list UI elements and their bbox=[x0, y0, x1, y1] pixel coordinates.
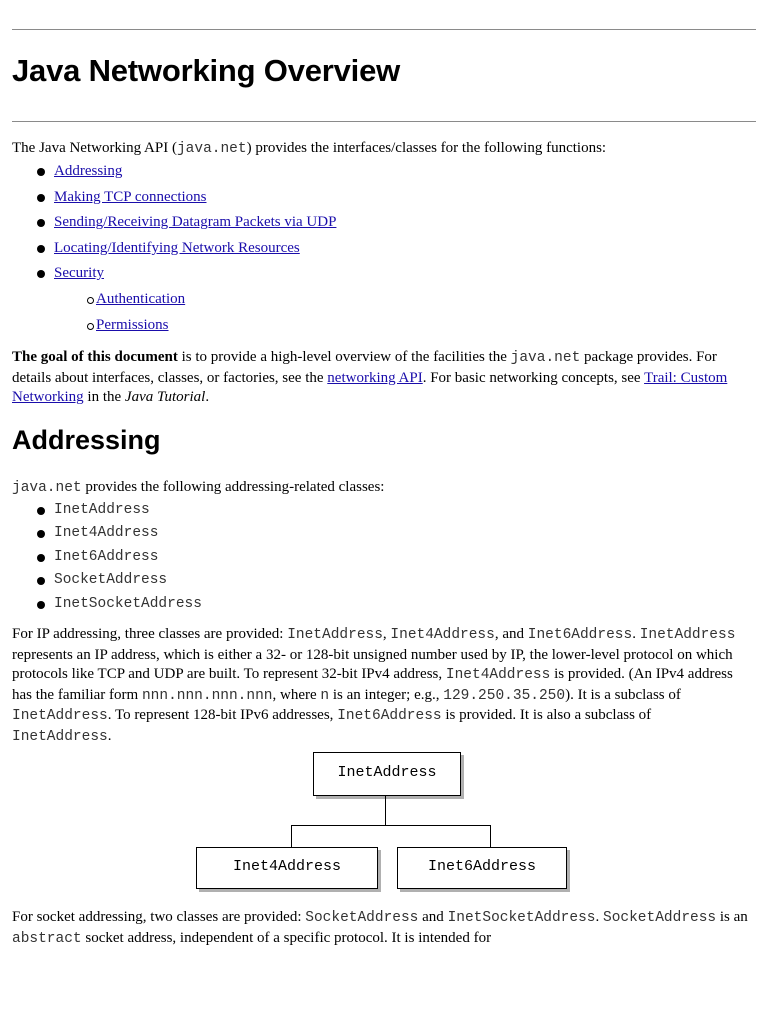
top-rule bbox=[12, 29, 756, 30]
toc-link-authentication[interactable]: Authentication bbox=[96, 290, 186, 307]
diagram-connector bbox=[490, 825, 491, 848]
toc-link-permissions[interactable]: Permissions bbox=[96, 316, 169, 333]
class-item: InetSocketAddress bbox=[12, 594, 754, 617]
diagram-connector bbox=[291, 825, 292, 848]
goal-paragraph: The goal of this document is to provide a high-level overview of the facilities the java.net package provides. For details about interfaces, classes, or factories, see the networking API. For basic networking concepts, see Trail: Custom Networking in the Java Tutorial. bbox=[12, 349, 728, 405]
diagram-box-inet6address: Inet6Address bbox=[397, 847, 567, 889]
networking-api-link[interactable]: networking API bbox=[327, 369, 423, 386]
addressing-class-list bbox=[12, 500, 754, 617]
title-rule bbox=[12, 121, 756, 122]
toc-item bbox=[12, 237, 754, 263]
toc-item bbox=[12, 160, 754, 186]
diagram-box-inet4address: Inet4Address bbox=[196, 847, 378, 889]
diagram-connector bbox=[385, 795, 386, 825]
toc-item bbox=[12, 211, 754, 237]
custom-networking-link[interactable]: Trail: Custom Networking bbox=[12, 369, 728, 405]
toc-subitem bbox=[12, 314, 754, 340]
toc-subitem bbox=[12, 288, 754, 314]
toc-link-security[interactable]: Security bbox=[54, 265, 104, 282]
class-item: SocketAddress bbox=[12, 570, 754, 593]
page-title: Java Networking Overview bbox=[12, 53, 401, 88]
java-net-code: java.net bbox=[176, 141, 247, 157]
toc-item bbox=[12, 262, 754, 288]
diagram-connector bbox=[291, 825, 491, 826]
intro-paragraph: The Java Networking API (java.net) provides the interfaces/classes for the following functions: bbox=[12, 140, 607, 157]
toc-link-resources[interactable]: Locating/Identifying Network Resources bbox=[54, 239, 300, 256]
class-item: Inet4Address bbox=[12, 523, 754, 546]
toc-item bbox=[12, 186, 754, 212]
addressing-heading: Addressing bbox=[12, 425, 161, 455]
toc-link-tcp[interactable]: Making TCP connections bbox=[54, 188, 207, 205]
toc-link-udp[interactable]: Sending/Receiving Datagram Packets via UDP bbox=[54, 214, 337, 231]
ip-addressing-paragraph: For IP addressing, three classes are provided: InetAddress, Inet4Address, and Inet6Address. InetAddress represents an IP address, which is either a 32- or 128-bit unsigned number used by IP, the lower-level protocol on which protocols like TCP and UDP are built. To represent 32-bit IPv4 address, Inet4Address is provided. (An IPv4 address has the familiar form nnn.nnn.nnn.nnn, where n is an integer; e.g., 129.250.35.250). It is a subclass of InetAddress. To represent 128-bit IPv6 addresses, Inet6Address is provided. It is also a subclass of InetAddress. bbox=[12, 626, 736, 745]
class-item: Inet6Address bbox=[12, 547, 754, 570]
addressing-intro: java.net provides the following addressing-related classes: bbox=[12, 479, 385, 496]
class-item: InetAddress bbox=[12, 500, 754, 523]
diagram-box-inetaddress: InetAddress bbox=[313, 752, 461, 796]
toc-list bbox=[12, 160, 754, 340]
socket-addressing-paragraph: For socket addressing, two classes are provided: SocketAddress and InetSocketAddress. SocketAddress is an abstract socket address, independent of a specific protocol. It is intended for bbox=[12, 909, 748, 947]
toc-link-addressing[interactable]: Addressing bbox=[54, 163, 123, 179]
